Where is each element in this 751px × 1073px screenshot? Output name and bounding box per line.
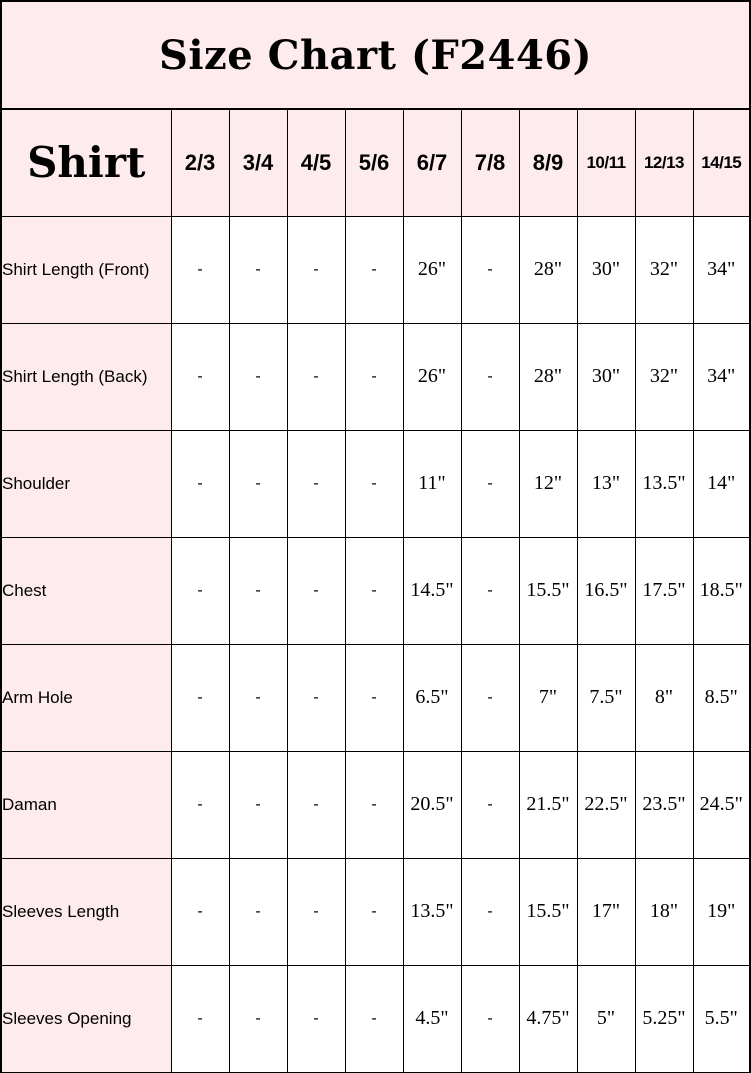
measurement-value: 34"	[693, 216, 749, 323]
measurement-label: Chest	[2, 537, 171, 644]
measurement-value: -	[171, 323, 229, 430]
measurement-value: 13.5"	[403, 858, 461, 965]
measurement-value: -	[287, 430, 345, 537]
header-row	[2, 110, 749, 216]
measurement-label: Shirt Length (Front)	[2, 216, 171, 323]
table-row	[2, 644, 749, 751]
measurement-value: -	[461, 323, 519, 430]
size-header: 10/11	[577, 110, 635, 216]
measurement-value: 13"	[577, 430, 635, 537]
measurement-value: -	[461, 644, 519, 751]
measurement-value: 16.5"	[577, 537, 635, 644]
measurement-value: 30"	[577, 216, 635, 323]
measurement-value: -	[461, 858, 519, 965]
measurement-value: 32"	[635, 323, 693, 430]
size-header: 6/7	[403, 110, 461, 216]
measurement-value: -	[229, 644, 287, 751]
measurement-value: -	[229, 216, 287, 323]
measurement-value: -	[345, 858, 403, 965]
measurement-value: 22.5"	[577, 751, 635, 858]
measurement-value: -	[287, 965, 345, 1072]
page-title: Size Chart (F2446)	[158, 31, 593, 79]
measurement-value: -	[345, 537, 403, 644]
measurement-value: 17.5"	[635, 537, 693, 644]
measurement-value: 5.25"	[635, 965, 693, 1072]
size-header: 8/9	[519, 110, 577, 216]
size-header: 12/13	[635, 110, 693, 216]
measurement-value: -	[345, 323, 403, 430]
measurement-value: 18.5"	[693, 537, 749, 644]
table-row	[2, 323, 749, 430]
size-header: 3/4	[229, 110, 287, 216]
measurement-value: -	[229, 323, 287, 430]
corner-label: Shirt	[2, 110, 171, 216]
measurement-value: -	[461, 430, 519, 537]
measurement-value: -	[345, 216, 403, 323]
measurement-value: -	[229, 965, 287, 1072]
table-row	[2, 537, 749, 644]
measurement-value: 28"	[519, 323, 577, 430]
measurement-label: Arm Hole	[2, 644, 171, 751]
measurement-value: -	[461, 965, 519, 1072]
measurement-value: 5"	[577, 965, 635, 1072]
measurement-value: -	[345, 965, 403, 1072]
table-body	[2, 216, 749, 1072]
measurement-value: 19"	[693, 858, 749, 965]
measurement-value: -	[171, 858, 229, 965]
measurement-value: -	[171, 751, 229, 858]
measurement-value: 34"	[693, 323, 749, 430]
measurement-value: 30"	[577, 323, 635, 430]
measurement-value: -	[229, 858, 287, 965]
measurement-value: 7.5"	[577, 644, 635, 751]
measurement-value: -	[171, 216, 229, 323]
measurement-value: -	[345, 644, 403, 751]
measurement-value: -	[229, 537, 287, 644]
size-header: 4/5	[287, 110, 345, 216]
size-header: 5/6	[345, 110, 403, 216]
measurement-value: 17"	[577, 858, 635, 965]
measurement-value: -	[287, 323, 345, 430]
measurement-value: -	[345, 751, 403, 858]
measurement-value: 28"	[519, 216, 577, 323]
measurement-value: -	[345, 430, 403, 537]
measurement-label: Sleeves Opening	[2, 965, 171, 1072]
table-row	[2, 216, 749, 323]
measurement-value: 26"	[403, 216, 461, 323]
size-header: 2/3	[171, 110, 229, 216]
measurement-value: 7"	[519, 644, 577, 751]
measurement-value: -	[171, 537, 229, 644]
measurement-value: 21.5"	[519, 751, 577, 858]
measurement-value: 14"	[693, 430, 749, 537]
measurement-value: 32"	[635, 216, 693, 323]
measurement-value: 15.5"	[519, 858, 577, 965]
measurement-value: -	[229, 751, 287, 858]
measurement-value: 15.5"	[519, 537, 577, 644]
measurement-value: -	[171, 430, 229, 537]
measurement-value: -	[229, 430, 287, 537]
table-row	[2, 430, 749, 537]
size-header: 7/8	[461, 110, 519, 216]
measurement-value: -	[461, 537, 519, 644]
measurement-value: -	[287, 537, 345, 644]
table-row	[2, 965, 749, 1072]
measurement-value: 4.5"	[403, 965, 461, 1072]
measurement-value: -	[171, 965, 229, 1072]
measurement-value: -	[287, 858, 345, 965]
measurement-value: 4.75"	[519, 965, 577, 1072]
size-table	[2, 110, 749, 1072]
measurement-value: -	[461, 751, 519, 858]
measurement-value: 24.5"	[693, 751, 749, 858]
measurement-value: 5.5"	[693, 965, 749, 1072]
measurement-value: 14.5"	[403, 537, 461, 644]
measurement-value: 11"	[403, 430, 461, 537]
size-header: 14/15	[693, 110, 749, 216]
measurement-value: 13.5"	[635, 430, 693, 537]
measurement-label: Daman	[2, 751, 171, 858]
table-row	[2, 858, 749, 965]
measurement-value: 23.5"	[635, 751, 693, 858]
measurement-value: 20.5"	[403, 751, 461, 858]
measurement-value: -	[287, 644, 345, 751]
measurement-label: Shoulder	[2, 430, 171, 537]
measurement-value: -	[287, 216, 345, 323]
measurement-label: Sleeves Length	[2, 858, 171, 965]
measurement-value: 18"	[635, 858, 693, 965]
measurement-label: Shirt Length (Back)	[2, 323, 171, 430]
measurement-value: -	[171, 644, 229, 751]
measurement-value: 8.5"	[693, 644, 749, 751]
measurement-value: 12"	[519, 430, 577, 537]
measurement-value: 8"	[635, 644, 693, 751]
measurement-value: -	[287, 751, 345, 858]
measurement-value: -	[461, 216, 519, 323]
title-bar	[2, 2, 749, 110]
table-row	[2, 751, 749, 858]
measurement-value: 6.5"	[403, 644, 461, 751]
measurement-value: 26"	[403, 323, 461, 430]
